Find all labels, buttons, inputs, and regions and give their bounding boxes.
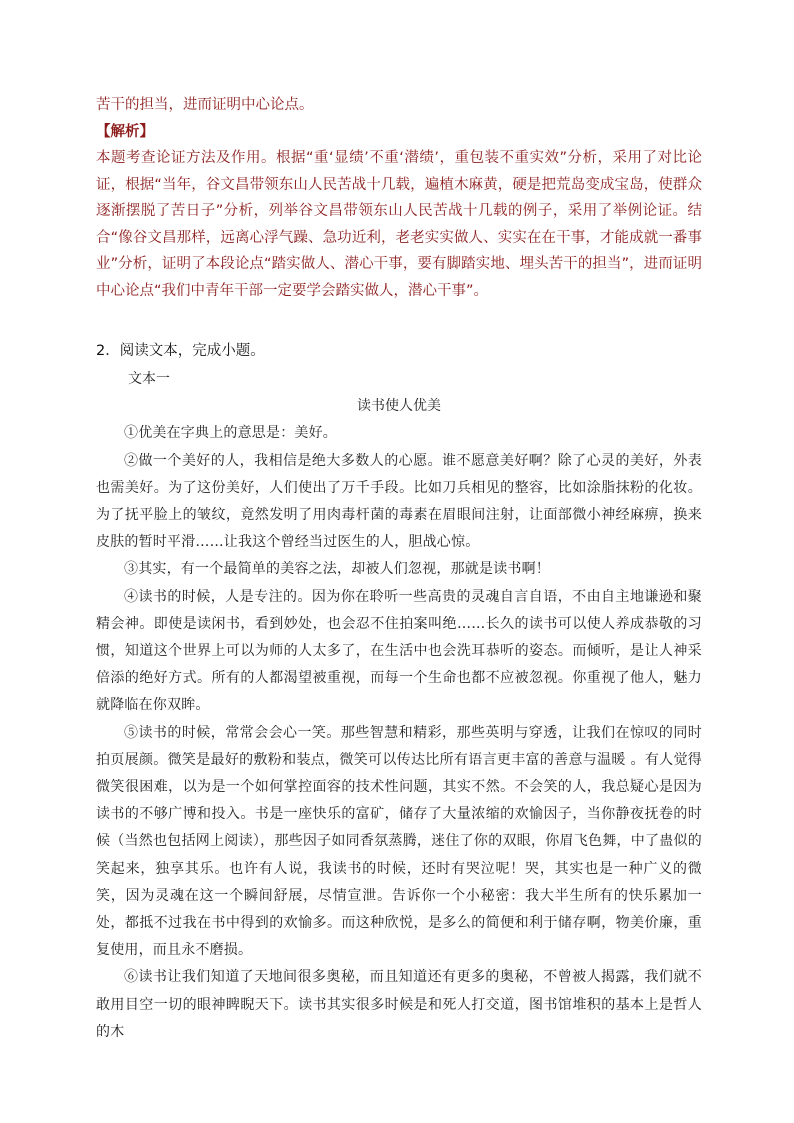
- passage-paragraph: ④读书的时候，人是专注的。因为你在聆听一些高贵的灵魂自言自语，不由自主地谦逊和聚精会神。即使是读闲书，看到妙处，也会忍不住拍案叫绝……长久的读书可以使人养成恭敬的习惯，知道这个世界上可以为师的人太多了，在生活中也会洗耳恭听的姿态。而倾听，是让人神采倍添的绝好方式。所有的人都渴望被重视，而每一个生命也都不应被忽视。你重视了他人，魅力就降临在你双眸。: [96, 588, 702, 714]
- passage-title: 读书使人优美: [357, 398, 441, 415]
- passage-paragraph: ②做一个美好的人，我相信是绝大多数人的心愿。谁不愿意美好啊？除了心灵的美好，外表也需美好。为了这份美好，人们使出了万千手段。比如刀兵相见的整容，比如涂脂抹粉的化妆。为了抚平脸上的皱纹，竟然发明了用肉毒杆菌的毒素在眉眼间注射，让面部微小神经麻痹，换来皮肤的暂时平滑……让我这个曾经当过医生的人，胆战心惊。: [96, 452, 702, 551]
- analysis-text: 本题考查论证方法及作用。根据“重‘显绩’不重‘潜绩’，重包装不重实效”分析，采用了对比论证，根据“当年，谷文昌带领东山人民苦战十几载，遍植木麻黄，硬是把荒岛变成宝岛，使群众逐渐摆脱了苦日子”分析，列举谷文昌带领东山人民苦战十几载的例子，采用了举例论证。结合“像谷文昌那样，远离心浮气躁、急功近利，老老实实做人、实实在在干事，才能成就一番事业”分析，证明了本段论点“踏实做人、潜心干事，要有脚踏实地、埋头苦干的担当”，进而证明中心论点“我们中青年干部一定要学会踏实做人，潜心干事”。: [96, 150, 702, 299]
- passage-paragraph: ①优美在字典上的意思是：美好。: [124, 425, 337, 442]
- passage-paragraph: ⑥读书让我们知道了天地间很多奥秘，而且知道还有更多的奥秘，不曾被人揭露，我们就不敢用目空一切的眼神睥睨天下。读书其实很多时候是和死人打交道，图书馆堆积的基本上是哲人的木: [96, 969, 702, 1040]
- passage-paragraph: ③其实，有一个最简单的美容之法，却被人们忽视，那就是读书啊！: [124, 561, 550, 578]
- passage-paragraph: ⑤读书的时候，常常会会心一笑。那些智慧和精彩，那些英明与穿透，让我们在惊叹的同时拍页展颜。微笑是最好的敷粉和装点，微笑可以传达比所有语言更丰富的善意与温暖 。有人觉得微笑很困难，以为是一个如何掌控面容的技术性问题，其实不然。不会笑的人，我总疑心是因为读书的不够广博和投入。书是一座快乐的富矿，储存了大量浓缩的欢愉因子，当你静夜抚卷的时候（当然也包括网上阅读），那些因子如同香氛蒸腾，迷住了你的双眼，你眉飞色舞，中了蛊似的笑起来，独享其乐。也许有人说，我读书的时候，还时有哭泣呢！哭，其实也是一种广义的微笑，因为灵魂在这一个瞬间舒展，尽情宣泄。告诉你一个小秘密：我大半生所有的快乐累加一处，都抵不过我在书中得到的欢愉多。而这种欣悦，是多么的简便和利于储存啊，物美价廉，重复使用，而且永不磨损。: [96, 724, 702, 959]
- answer-continuation: 苦干的担当，进而证明中心论点。: [96, 97, 314, 113]
- answer-analysis-block: [96, 92, 702, 304]
- analysis-tag: 【解析】: [96, 123, 154, 140]
- question-prompt: 2．阅读文本，完成小题。: [96, 343, 265, 359]
- passage-label: 文本一: [128, 371, 170, 387]
- reading-passage: [96, 366, 702, 1046]
